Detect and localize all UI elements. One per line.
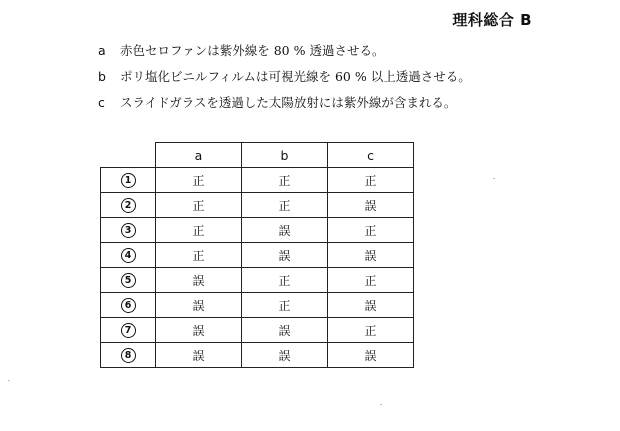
cell-b: 正 (242, 193, 328, 218)
cell-b: 誤 (242, 218, 328, 243)
cell-b: 誤 (242, 243, 328, 268)
table-header-row (101, 143, 414, 168)
choice-cell (101, 318, 156, 343)
choice-cell (101, 168, 156, 193)
choice-number: 5 (121, 273, 136, 288)
choice-cell (101, 243, 156, 268)
scan-speck (493, 178, 495, 179)
cell-a: 誤 (156, 343, 242, 368)
page-title: 理科総合 B (452, 11, 532, 29)
cell-b: 正 (242, 268, 328, 293)
cell-a: 誤 (156, 293, 242, 318)
table-row (101, 218, 414, 243)
statement-text: スライドガラスを透過した太陽放射には紫外線が含まれる。 (120, 95, 457, 110)
cell-a: 正 (156, 218, 242, 243)
statement-text: 赤色セロファンは紫外線を 80 % 透過させる。 (120, 43, 385, 58)
table-row (101, 293, 414, 318)
cell-a: 正 (156, 243, 242, 268)
column-header-b: b (242, 143, 328, 168)
cell-b: 正 (242, 168, 328, 193)
choice-cell (101, 293, 156, 318)
choice-number: 6 (121, 298, 136, 313)
cell-c: 誤 (328, 243, 414, 268)
choice-cell (101, 218, 156, 243)
answer-table (100, 142, 414, 368)
cell-c: 正 (328, 218, 414, 243)
statement-key: c (98, 95, 105, 110)
table-row (101, 168, 414, 193)
cell-b: 正 (242, 293, 328, 318)
choice-number: 8 (121, 348, 136, 363)
choice-number: 1 (121, 173, 136, 188)
choice-number: 2 (121, 198, 136, 213)
cell-a: 正 (156, 193, 242, 218)
scan-speck (380, 404, 382, 405)
choice-number: 4 (121, 248, 136, 263)
table-row (101, 193, 414, 218)
statement-key: b (98, 69, 106, 84)
column-header-a: a (156, 143, 242, 168)
cell-c: 誤 (328, 293, 414, 318)
choice-number: 3 (121, 223, 136, 238)
column-header-c: c (328, 143, 414, 168)
table-row (101, 268, 414, 293)
statement-text: ポリ塩化ビニルフィルムは可視光線を 60 % 以上透過させる。 (120, 69, 471, 84)
cell-a: 誤 (156, 268, 242, 293)
table-row (101, 318, 414, 343)
cell-c: 正 (328, 318, 414, 343)
choice-number: 7 (121, 323, 136, 338)
table-row (101, 343, 414, 368)
cell-a: 誤 (156, 318, 242, 343)
choice-cell (101, 193, 156, 218)
choice-cell (101, 268, 156, 293)
cell-b: 誤 (242, 318, 328, 343)
cell-c: 正 (328, 268, 414, 293)
cell-c: 誤 (328, 343, 414, 368)
table-row (101, 243, 414, 268)
statement-key: a (98, 43, 106, 58)
cell-b: 誤 (242, 343, 328, 368)
scan-speck (8, 380, 10, 381)
cell-a: 正 (156, 168, 242, 193)
cell-c: 誤 (328, 193, 414, 218)
corner-cell (101, 143, 156, 168)
cell-c: 正 (328, 168, 414, 193)
choice-cell (101, 343, 156, 368)
